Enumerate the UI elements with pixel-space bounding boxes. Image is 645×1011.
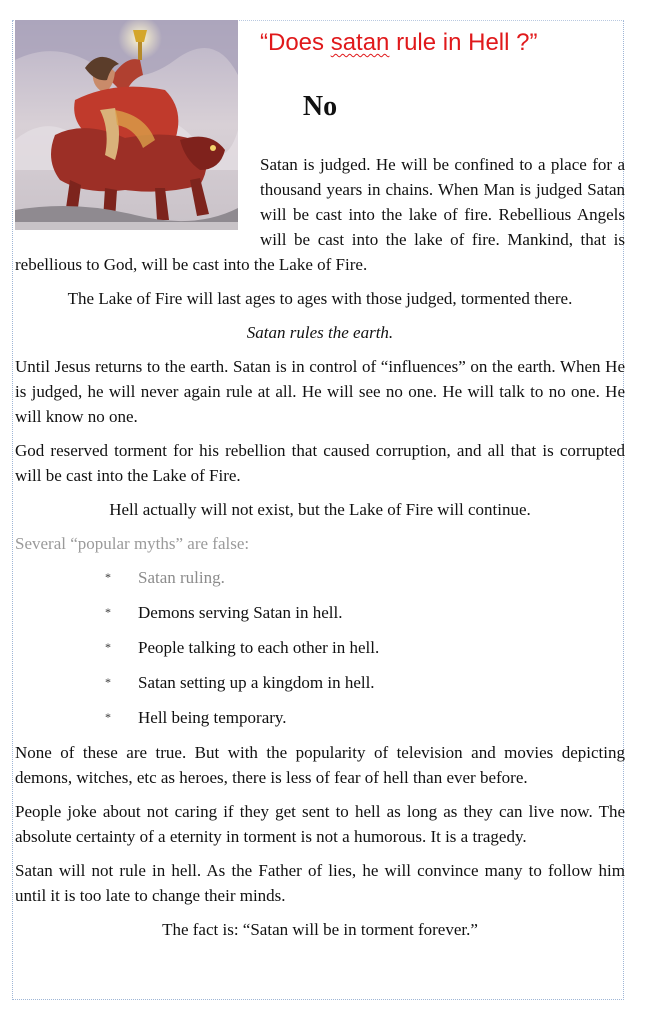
paragraph-judgment: Satan is judged. He will be confined to a place for a thousand years in chains. When Man is judged Satan will be cast into the lake of fire. Rebellious Angels will be cast into the lake of fire. Mankind, that is rebellious to God, will be cast into the Lake of Fire.	[15, 155, 625, 274]
paragraph-lake-of-fire: The Lake of Fire will last ages to ages with those judged, tormented there.	[67, 289, 573, 308]
satan-riding-beast-illustration	[15, 20, 238, 230]
paragraph-people-joke: People joke about not caring if they get sent to hell as long as they can live now. The absolute certainty of a eternity in torment is not a humorous. It is a tragedy.	[15, 802, 625, 846]
bullet-star-icon: *	[105, 710, 111, 724]
document-title: “Does satan rule in Hell ?”	[260, 29, 538, 56]
bullet-star-icon: *	[105, 570, 111, 584]
list-item: * Satan ruling.	[105, 565, 625, 590]
bullet-star-icon: *	[105, 605, 111, 619]
bullet-star-icon: *	[105, 640, 111, 654]
paragraph-none-true: None of these are true. But with the popularity of television and movies depicting demons, witches, etc as heroes, there is less of fear of hell than ever before.	[15, 743, 625, 787]
paragraph-until-jesus-returns: Until Jesus returns to the earth. Satan is in control of “influences” on the earth. When He is judged, he will never again rule at all. He will see no one. He will talk to no one. He will know no one.	[15, 357, 625, 426]
answer-heading: No	[302, 91, 338, 122]
paragraph-satan-rules: Satan rules the earth.	[246, 323, 394, 342]
paragraph-god-reserved-torment: God reserved torment for his rebellion that caused corruption, and all that is corrupted will be cast into the Lake of Fire.	[15, 441, 625, 485]
list-item: * Demons serving Satan in hell.	[105, 600, 625, 625]
list-item: * Satan setting up a kingdom in hell.	[105, 670, 625, 695]
paragraph-popular-myths: Several “popular myths” are false:	[15, 534, 250, 553]
bullet-star-icon: *	[105, 675, 111, 689]
myths-list	[15, 565, 625, 730]
paragraph-hell-not-exist: Hell actually will not exist, but the Lake of Fire will continue.	[109, 500, 531, 519]
spellcheck-underlined-word: satan	[330, 29, 390, 56]
document-content	[15, 20, 625, 951]
paragraph-the-fact: The fact is: “Satan will be in torment forever.”	[162, 920, 478, 939]
list-item: * Hell being temporary.	[105, 705, 625, 730]
list-item: * People talking to each other in hell.	[105, 635, 625, 660]
paragraph-father-of-lies: Satan will not rule in hell. As the Father of lies, he will convince many to follow him until it is too late to change their minds.	[15, 861, 625, 905]
